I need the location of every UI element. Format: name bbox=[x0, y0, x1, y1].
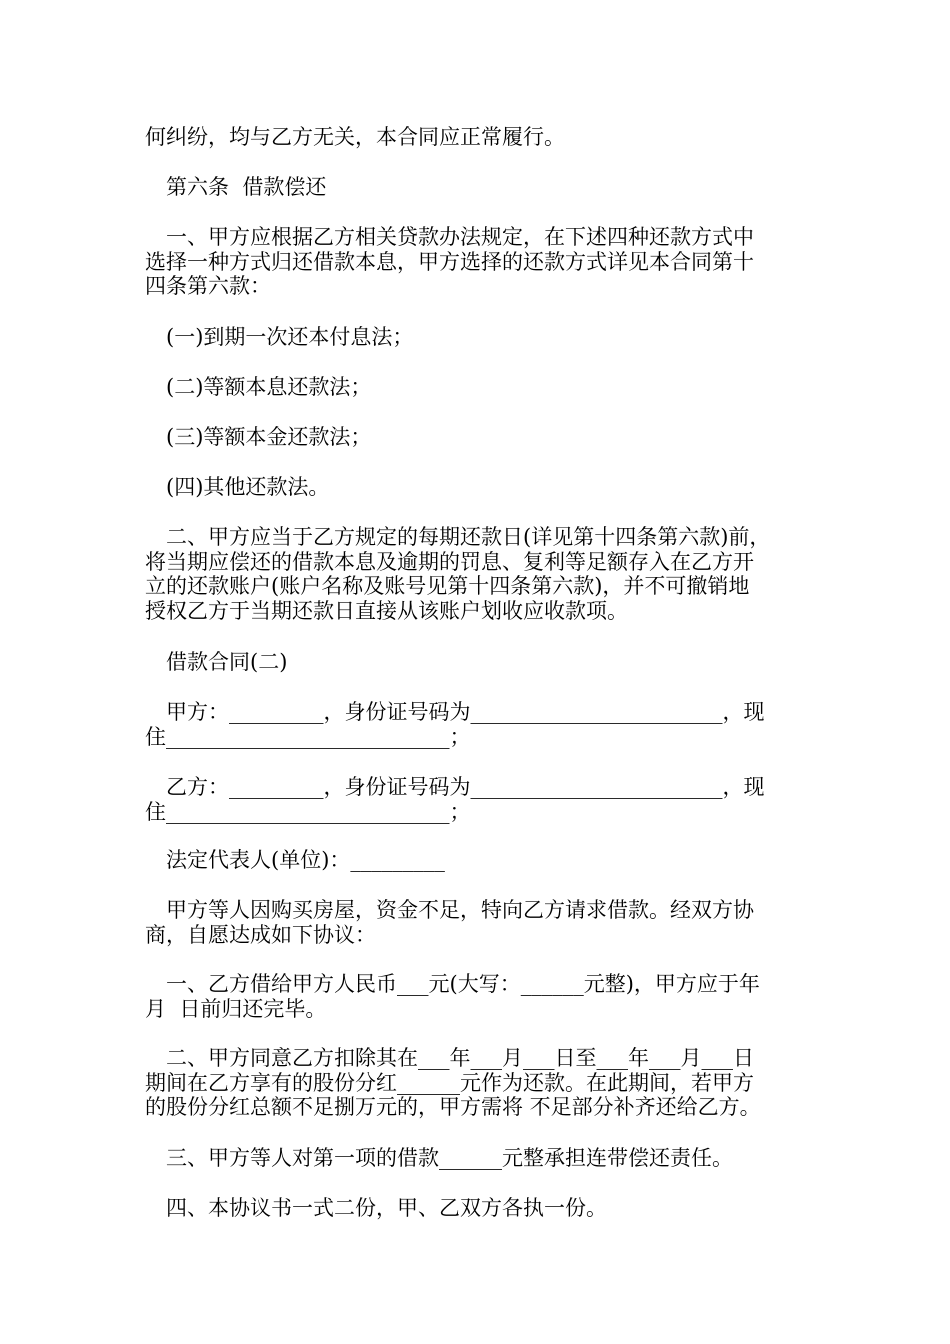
text-line: 三、甲方等人对第一项的借款______元整承担连带偿还责任。 bbox=[145, 1146, 733, 1170]
paragraph-repayment-deposit bbox=[145, 525, 810, 623]
text-line: 选择一种方式归还借款本息，甲方选择的还款方式详见本合同第十 bbox=[145, 249, 754, 274]
contract-title bbox=[145, 650, 810, 675]
text-line: 住___________________________； bbox=[145, 799, 471, 824]
paragraph-repayment-methods bbox=[145, 225, 810, 299]
legal-representative bbox=[145, 848, 810, 873]
text-line: 将当期应偿还的借款本息及逾期的罚息、复利等足额存入在乙方开 bbox=[145, 549, 754, 574]
party-b-info bbox=[145, 775, 810, 824]
text-line: (一)到期一次还本付息法； bbox=[145, 325, 414, 349]
text-line: 四、本协议书一式二份，甲、乙双方各执一份。 bbox=[145, 1196, 607, 1220]
text-line: 借款合同(二) bbox=[145, 650, 288, 674]
section-heading-article-6 bbox=[145, 175, 810, 200]
clause-4 bbox=[145, 1196, 810, 1221]
text-line: 的股份分红总额不足捌万元的，甲方需将 不足部分补齐还给乙方。 bbox=[145, 1095, 761, 1119]
list-item-method-3 bbox=[145, 425, 810, 450]
clause-1 bbox=[145, 972, 810, 1021]
list-item-method-2 bbox=[145, 375, 810, 400]
text-line: 商，自愿达成如下协议： bbox=[145, 922, 376, 947]
paragraph-continuation bbox=[145, 125, 810, 150]
text-line: 甲方：_________，身份证号码为________________________，现 bbox=[145, 700, 765, 724]
text-line: 一、乙方借给甲方人民币___元(大写：______元整)，甲方应于年 bbox=[145, 972, 760, 996]
paragraph-preamble bbox=[145, 898, 810, 947]
text-line: 二、甲方同意乙方扣除其在___年___月___日至___年___月___日 bbox=[145, 1046, 754, 1070]
party-a-info bbox=[145, 700, 810, 749]
text-line: 月 日前归还完毕。 bbox=[145, 996, 327, 1021]
text-line: 四条第六款： bbox=[145, 274, 271, 298]
text-line: (四)其他还款法。 bbox=[145, 475, 330, 499]
text-line: 法定代表人(单位)：_________ bbox=[145, 848, 445, 872]
clause-3 bbox=[145, 1146, 810, 1171]
text-line: 二、甲方应当于乙方规定的每期还款日(详见第十四条第六款)前， bbox=[145, 525, 771, 549]
text-line: 期间在乙方享有的股份分红______元作为还款。在此期间，若甲方 bbox=[145, 1070, 754, 1095]
text-line: (三)等额本金还款法； bbox=[145, 425, 372, 449]
text-line: 一、甲方应根据乙方相关贷款办法规定，在下述四种还款方式中 bbox=[145, 225, 754, 249]
clause-2 bbox=[145, 1046, 810, 1120]
text-line: 立的还款账户(账户名称及账号见第十四条第六款)，并不可撤销地 bbox=[145, 574, 750, 598]
text-line: (二)等额本息还款法； bbox=[145, 375, 372, 399]
list-item-method-1 bbox=[145, 325, 810, 350]
list-item-method-4 bbox=[145, 475, 810, 500]
text-line: 甲方等人因购买房屋，资金不足，特向乙方请求借款。经双方协 bbox=[145, 898, 754, 922]
text-line: 第六条 借款偿还 bbox=[145, 175, 327, 199]
text-line: 乙方：_________，身份证号码为________________________，现 bbox=[145, 775, 765, 799]
text-line: 住___________________________； bbox=[145, 724, 471, 749]
text-line: 授权乙方于当期还款日直接从该账户划收应收款项。 bbox=[145, 598, 628, 623]
text-line: 何纠纷，均与乙方无关，本合同应正常履行。 bbox=[145, 125, 565, 149]
